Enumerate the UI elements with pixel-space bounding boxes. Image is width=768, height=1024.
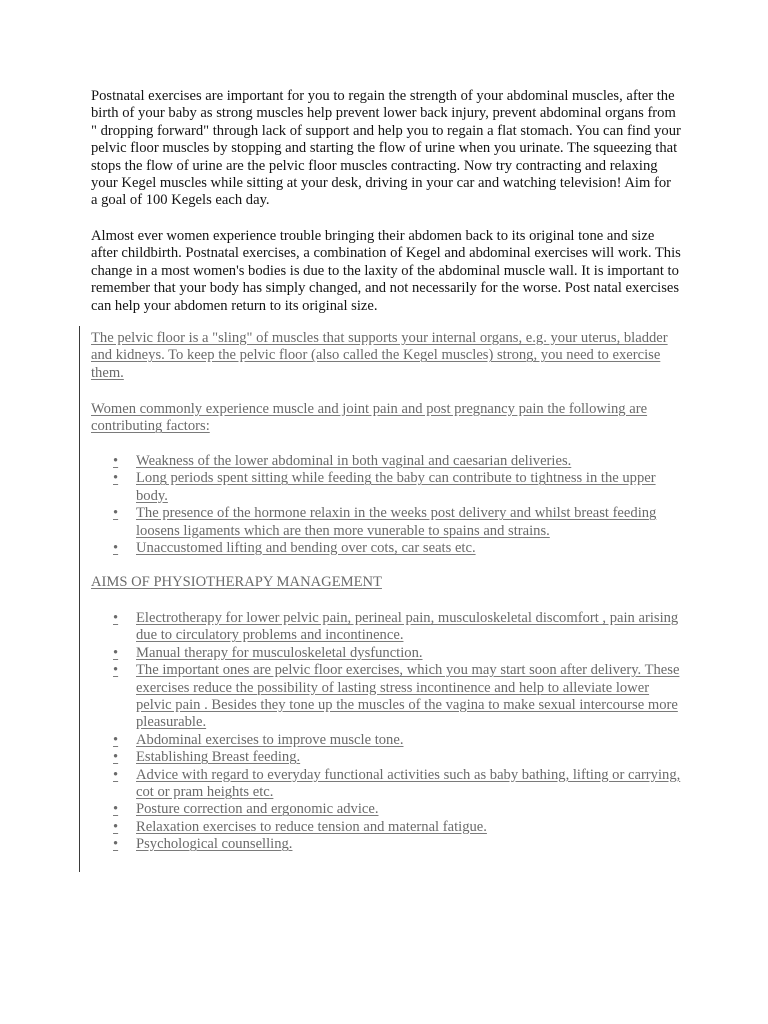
bullet: • [113,540,119,557]
women-pain-paragraph [91,401,681,436]
bullet: • [113,470,119,487]
bullet: • [113,766,119,783]
bullet: • [113,610,119,626]
list-item [91,749,681,766]
list-item [91,470,681,505]
bullet: • [113,662,119,679]
bullet: • [113,749,119,766]
list-item-text: The important ones are pelvic floor exercises, which you may start soon after delivery. These exercises reduce the possibility of lasting stress incontinence and help to alleviate lower pelvic pain . Besides they tone up the muscles of the vagina to make sexual intercourse more pleasurable. [136,662,680,731]
list-item-text: Abdominal exercises to improve muscle tone. [136,731,404,748]
list-item-text: Manual therapy for musculoskeletal dysfunction. [136,644,423,661]
intro-paragraph: Postnatal exercises are important for you to regain the strength of your abdominal muscles, after the birth of your baby as strong muscles help prevent lower back injury, prevent abdominal organs from " dropping forward" through lack of support and help you to regain a flat stomach. You can find your pelvic floor muscles by stopping and starting the flow of urine when you urinate. The squeezing that stops the flow of urine are the pelvic floor muscles contracting. Now try contracting and relaxing your Kegel muscles while sitting at your desk, driving in your car and watching television! Aim for a goal of 100 Kegels each day. [91,88,681,209]
list-item [91,819,681,836]
list-item [91,610,681,645]
bullet: • [113,505,119,522]
bullet: • [113,731,119,748]
aims-heading [91,574,681,591]
bullet: • [113,644,119,661]
bullet: • [113,818,119,835]
list-item-text: Unaccustomed lifting and bending over cots, car seats etc. [136,540,476,557]
list-item [91,505,681,540]
list-item [91,801,681,818]
women-pain-text: Women commonly experience muscle and joint pain and post pregnancy pain the following are contributing factors: [91,401,648,435]
list-item [91,453,681,470]
bullet: • [113,801,119,818]
list-item [91,732,681,749]
list-item [91,540,681,557]
list-item [91,836,681,853]
list-item [91,645,681,662]
list-item-text: Weakness of the lower abdominal in both vaginal and caesarian deliveries. [136,453,572,469]
list-item-text: Long periods spent sitting while feeding the baby can contribute to tightness in the upper body. [136,470,656,504]
list-item [91,662,681,732]
aims-heading-text: AIMS OF PHYSIOTHERAPY MANAGEMENT [91,574,382,590]
contributing-factors-list [91,453,681,557]
aims-list [91,610,681,854]
bullet: • [113,836,119,853]
list-item-text: Psychological counselling. [136,836,293,853]
revision-bar [79,326,80,872]
list-item-text: Relaxation exercises to reduce tension and maternal fatigue. [136,818,487,835]
abdomen-paragraph: Almost ever women experience trouble bringing their abdomen back to its original tone and size after childbirth. Postnatal exercises, a combination of Kegel and abdominal exercises will work. This change in a most women's bodies is due to the laxity of the abdominal muscle wall. It is important to remember that your body has simply changed, and not necessarily for the worse. Post natal exercises can help your abdomen return to its original size. [91,228,681,314]
list-item-text: Establishing Breast feeding. [136,749,301,766]
bullet: • [113,453,119,469]
list-item-text: Advice with regard to everyday functional activities such as baby bathing, lifting or carrying, cot or pram heights etc. [136,766,681,801]
pelvic-floor-text: The pelvic floor is a "sling" of muscles that supports your internal organs, e.g. your uterus, bladder and kidneys. To keep the pelvic floor (also called the Kegel muscles) strong, you need to exercise them. [91,330,668,381]
list-item [91,767,681,802]
list-item-text: Electrotherapy for lower pelvic pain, perineal pain, musculoskeletal discomfort , pain arising due to circulatory problems and incontinence. [136,610,679,644]
pelvic-floor-paragraph [91,330,681,382]
list-item-text: The presence of the hormone relaxin in the weeks post delivery and whilst breast feeding loosens ligaments which are then more vunerable to spains and strains. [136,505,657,539]
list-item-text: Posture correction and ergonomic advice. [136,801,379,818]
